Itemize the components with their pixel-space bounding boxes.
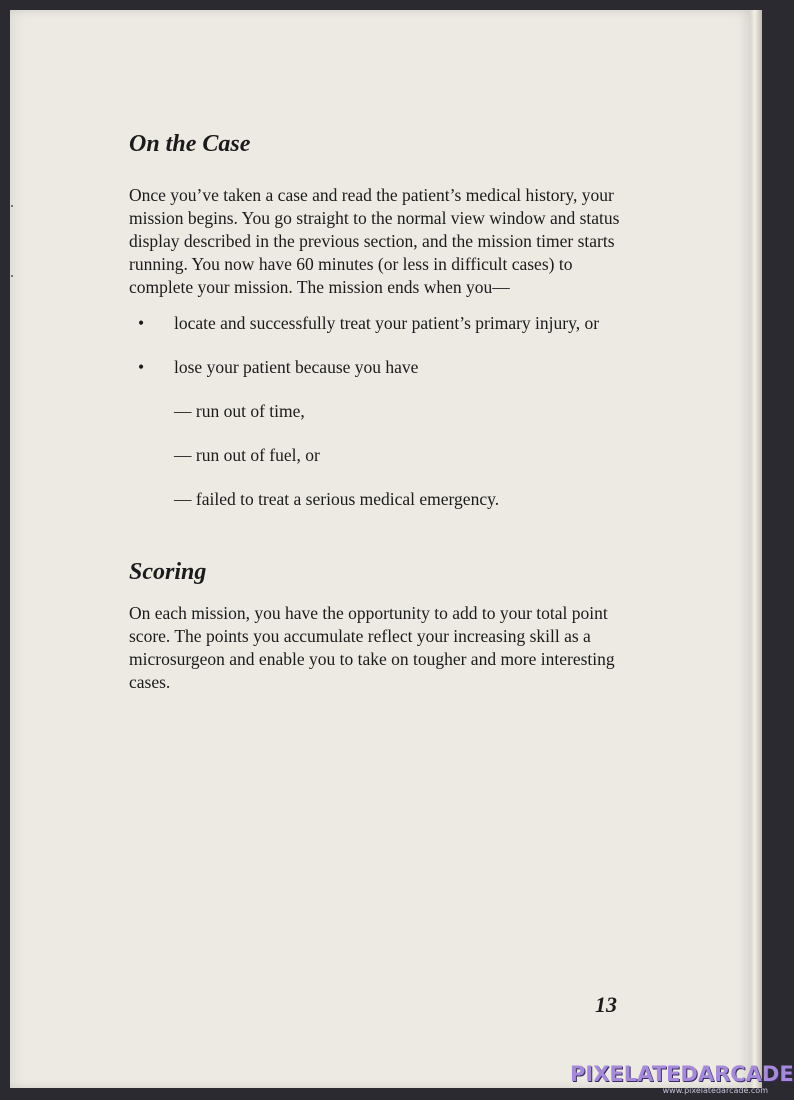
dash-item: — run out of fuel, or [174,445,320,465]
page-number: 13 [595,992,617,1017]
speck [11,205,13,207]
intro-paragraph: Once you’ve taken a case and read the patient’s medical history, your mission begins. You go straight to the normal view window and status display described in the previous section, and the mission timer starts running. You now have 60 minutes (or less in difficult cases) to complete your mission. The mission ends when you— [129,185,620,297]
list-item [129,356,629,379]
watermark-url: www.pixelatedarcade.com [662,1086,768,1095]
watermark [570,1062,794,1095]
list-item-text: lose your patient because you have [174,357,419,377]
speck [11,275,13,277]
bullet-icon: • [138,357,145,377]
dash-item: — failed to treat a serious medical emergency. [174,489,500,509]
scoring-paragraph: On each mission, you have the opportunity to add to your total point score. The points you accumulate reflect your increasing skill as a microsurgeon and enable you to take on tougher and more interesting cases. [129,603,615,692]
list-item [129,312,629,335]
watermark-logo: PIXELATEDARCADE [570,1062,794,1086]
bullet-icon: • [138,313,145,333]
section-title-on-the-case: On the Case [129,131,251,157]
page-content [129,128,629,694]
page-edge [750,10,762,1088]
list-item-text: locate and successfully treat your patient’s primary injury, or [174,313,600,333]
dash-item: — run out of time, [174,401,305,421]
section-title-scoring: Scoring [129,559,207,585]
